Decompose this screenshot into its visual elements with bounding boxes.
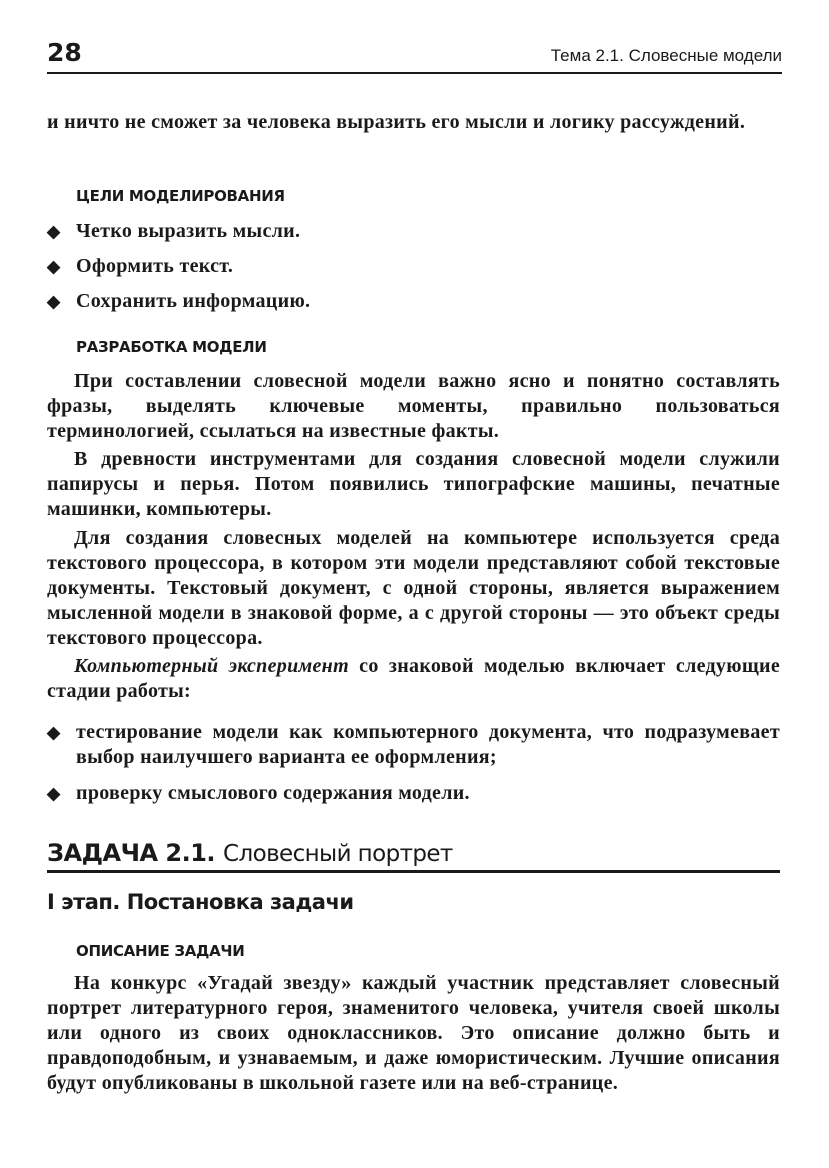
running-title: Тема 2.1. Словесные модели: [550, 46, 782, 65]
description-paragraph: На конкурс «Угадай звезду» каждый участник представляет словесный портрет литературного героя, знаменитого человека, учителя своей школы или одного из своих одноклассников. Это описание должно быть и правдоподобным, и узнаваемым, и даже юмористическим. Лучшие описания будут опубликованы в школьной газете или на веб-странице.: [47, 972, 780, 1094]
development-paragraph: При составлении словесной модели важно ясно и понятно составлять фразы, выделять ключевые моменты, правильно пользоваться терминологией, ссылаться на известные факты.: [47, 370, 780, 442]
stage-item-text: тестирование модели как компьютерного документа, что подразумевает выбор наилучшего варианта ее оформления;: [76, 721, 780, 768]
development-heading: РАЗРАБОТКА МОДЕЛИ: [76, 338, 267, 356]
page-header: [47, 38, 782, 74]
experiment-term: Компьютерный эксперимент: [74, 655, 349, 677]
diamond-bullet-icon: ◆: [47, 292, 61, 311]
development-paragraph: Для создания словесных моделей на компьютере используется среда текстового процессора, в котором эти модели представляют собой текстовые документы. Текстовый документ, с одной стороны, является выражением мысленной модели в знаковой форме, а с другой стороны — это объект среды текстового процессора.: [47, 527, 780, 649]
description-heading: ОПИСАНИЕ ЗАДАЧИ: [76, 942, 245, 960]
task-heading: [47, 836, 780, 873]
goal-item: [47, 219, 780, 244]
page-number: 28: [47, 38, 82, 67]
goal-item-text: Четко выразить мысли.: [76, 220, 301, 242]
intro-paragraph: и ничто не сможет за человека выразить его мысли и логику рассуждений.: [47, 111, 746, 133]
diamond-bullet-icon: ◆: [47, 222, 61, 241]
stage-title: I этап. Постановка задачи: [47, 890, 354, 914]
diamond-bullet-icon: ◆: [47, 784, 61, 803]
goal-item-text: Сохранить информацию.: [76, 290, 311, 312]
experiment-text: со знаковой моделью включает следующие стадии работы:: [47, 655, 780, 702]
stage-item: [47, 720, 780, 770]
task-label: ЗАДАЧА 2.1.: [47, 839, 216, 867]
stage-item: [47, 781, 780, 806]
stage-item-text: проверку смыслового содержания модели.: [76, 782, 470, 804]
goal-item-text: Оформить текст.: [76, 255, 234, 277]
goal-item: [47, 254, 780, 279]
task-title: Словесный портрет: [223, 841, 453, 867]
goal-item: [47, 289, 780, 314]
diamond-bullet-icon: ◆: [47, 257, 61, 276]
development-paragraph: В древности инструментами для создания словесной модели служили папирусы и перья. Потом появились типографские машины, печатные машинки, компьютеры.: [47, 448, 780, 520]
experiment-paragraph: [47, 654, 780, 704]
goals-heading: ЦЕЛИ МОДЕЛИРОВАНИЯ: [76, 187, 285, 205]
diamond-bullet-icon: ◆: [47, 723, 61, 742]
